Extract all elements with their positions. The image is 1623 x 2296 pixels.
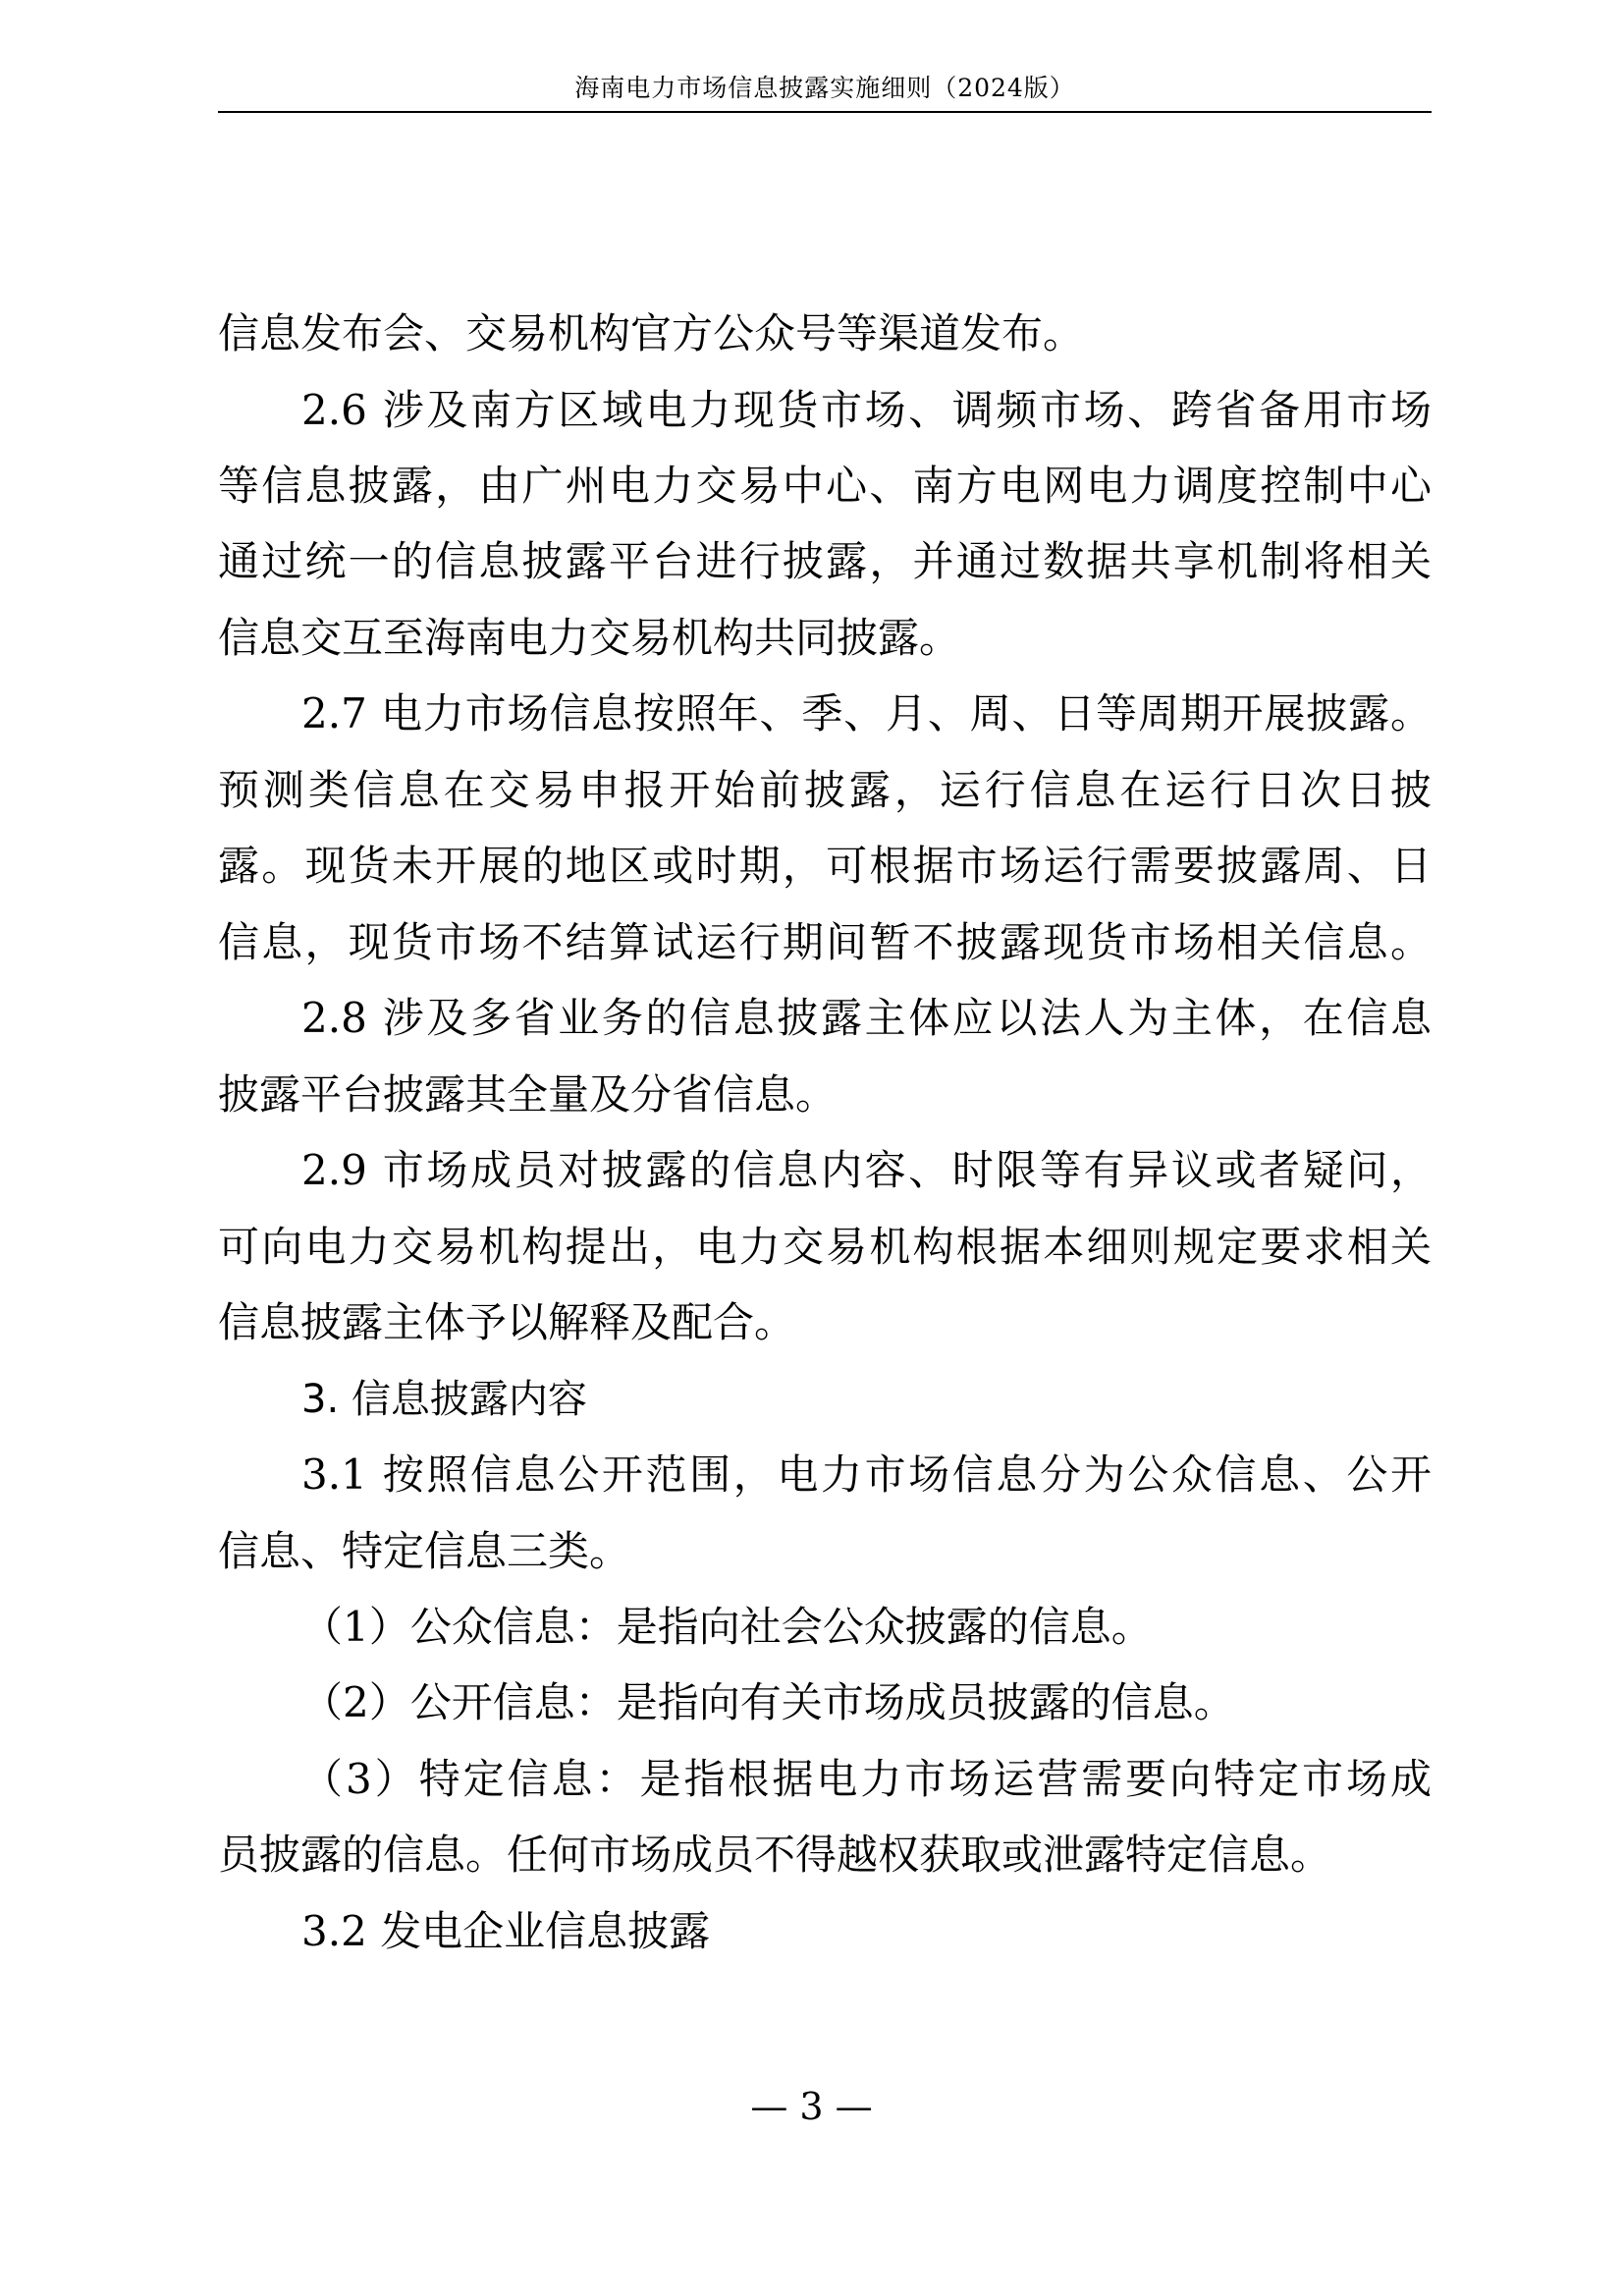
paragraph-line: 信息发布会、交易机构官方公众号等渠道发布。 xyxy=(218,309,1085,357)
paragraph-line: 信息交互至海南电力交易机构共同披露。 xyxy=(218,614,961,662)
list-item: （3）特定信息：是指根据电力市场运营需要向特定市场成 xyxy=(301,1755,1432,1803)
paragraph-line: 露。现货未开展的地区或时期，可根据市场运行需要披露周、日 xyxy=(218,842,1432,890)
paragraph-line: 信息，现货市场不结算试运行期间暂不披露现货市场相关信息。 xyxy=(218,918,1432,966)
paragraph-line: 2.8 涉及多省业务的信息披露主体应以法人为主体，在信息 xyxy=(301,994,1432,1042)
section-heading: 3. 信息披露内容 xyxy=(301,1377,587,1422)
paragraph-line: 信息、特定信息三类。 xyxy=(218,1527,631,1575)
paragraph-line: 2.9 市场成员对披露的信息内容、时限等有异议或者疑问， xyxy=(301,1146,1432,1194)
list-item: （2）公开信息：是指向有关市场成员披露的信息。 xyxy=(301,1678,1235,1726)
paragraph-line: 披露平台披露其全量及分省信息。 xyxy=(218,1070,838,1119)
paragraph-line: 信息披露主体予以解释及配合。 xyxy=(218,1298,796,1346)
list-item: （1）公众信息：是指向社会公众披露的信息。 xyxy=(301,1603,1153,1651)
subsection-heading: 3.2 发电企业信息披露 xyxy=(301,1907,711,1955)
running-header: 海南电力市场信息披露实施细则（2024版） xyxy=(574,74,1075,102)
paragraph-line: 员披露的信息。任何市场成员不得越权获取或泄露特定信息。 xyxy=(218,1831,1332,1879)
paragraph-line: 可向电力交易机构提出，电力交易机构根据本细则规定要求相关 xyxy=(218,1223,1432,1271)
paragraph-line: 3.1 按照信息公开范围，电力市场信息分为公众信息、公开 xyxy=(301,1450,1432,1499)
page-number: — 3 — xyxy=(750,2085,873,2128)
paragraph-line: 2.7 电力市场信息按照年、季、月、周、日等周期开展披露。 xyxy=(301,689,1432,738)
paragraph-line: 预测类信息在交易申报开始前披露，运行信息在运行日次日披 xyxy=(218,766,1432,814)
paragraph-line: 通过统一的信息披露平台进行披露，并通过数据共享机制将相关 xyxy=(218,537,1432,585)
header-rule xyxy=(218,111,1432,113)
paragraph-line: 等信息披露，由广州电力交易中心、南方电网电力调度控制中心 xyxy=(218,462,1432,510)
paragraph-line: 2.6 涉及南方区域电力现货市场、调频市场、跨省备用市场 xyxy=(301,386,1432,434)
